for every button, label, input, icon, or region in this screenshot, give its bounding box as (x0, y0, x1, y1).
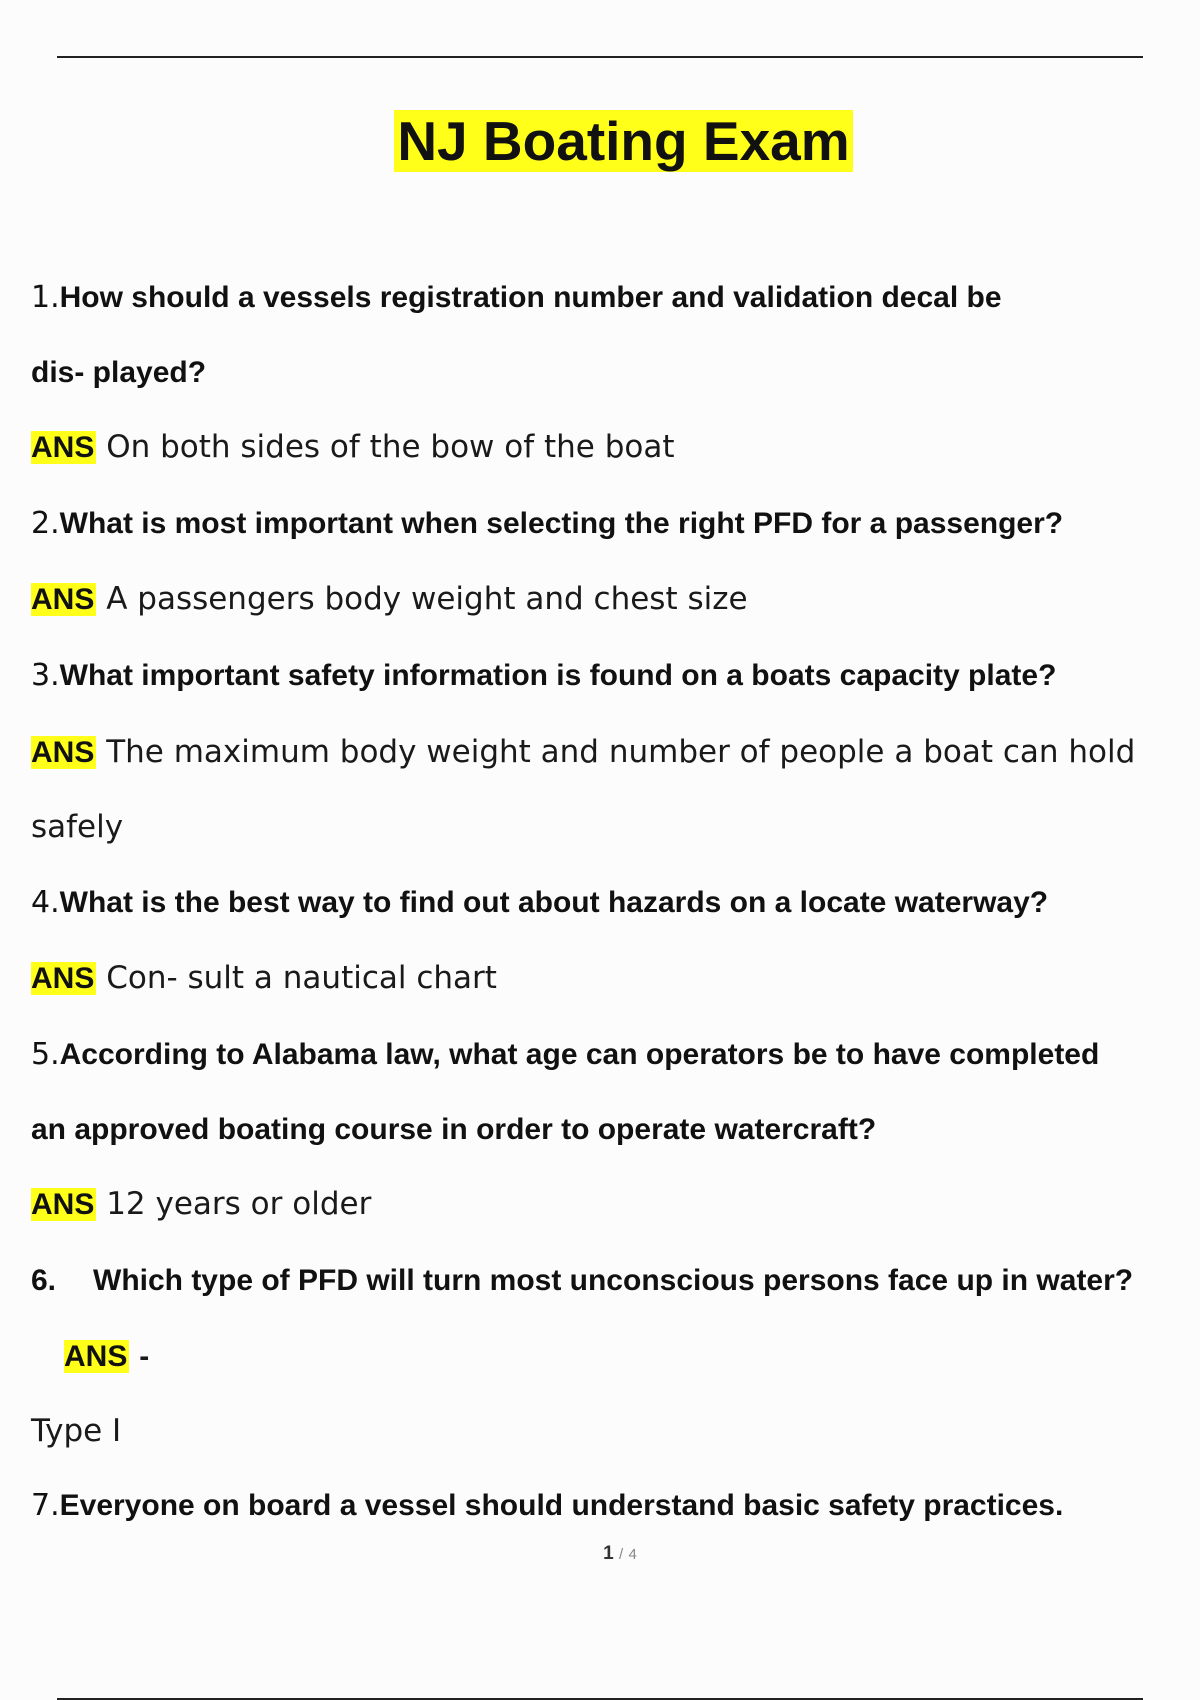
question-7 (31, 1488, 1063, 1524)
question-text: What is the best way to find out about hazards on a locate waterway? (59, 886, 1049, 919)
ans-highlight: ANS (31, 1188, 95, 1221)
total-pages: 4 (628, 1546, 637, 1563)
current-page: 1 (603, 1543, 614, 1564)
answer-4 (31, 959, 497, 998)
question-number: 1. (31, 280, 60, 315)
page-separator: / (619, 1546, 624, 1563)
answer-3-line-2 (31, 808, 123, 846)
answer-3-line-1 (31, 733, 1135, 772)
document-title (0, 109, 1200, 173)
answer-6 (31, 1412, 121, 1450)
question-number: 2. (31, 506, 60, 541)
answer-text: On both sides of the bow of the boat (106, 429, 675, 465)
ans-highlight: ANS (64, 1340, 128, 1373)
top-rule (57, 56, 1143, 58)
answer-text: safely (31, 809, 124, 845)
question-text: Everyone on board a vessel should understand basic safety practices. (59, 1489, 1064, 1522)
question-text: According to Alabama law, what age can operators be to have completed (59, 1038, 1100, 1071)
question-text: How should a vessels registration number and validation decal be (59, 281, 1002, 314)
ans-highlight: ANS (31, 431, 95, 464)
answer-6-tag (64, 1337, 149, 1376)
question-text: an approved boating course in order to operate watercraft? (31, 1113, 877, 1146)
answer-text: A passengers body weight and chest size (106, 581, 748, 617)
ans-dash: - (139, 1340, 150, 1373)
question-number: 3. (31, 658, 60, 693)
page-indicator (0, 1543, 1200, 1565)
ans-highlight: ANS (31, 962, 95, 995)
question-1-line-2 (31, 355, 206, 391)
answer-2 (31, 580, 748, 619)
question-number: 5. (31, 1037, 60, 1072)
question-6 (31, 1263, 1133, 1299)
answer-5 (31, 1185, 371, 1224)
question-number: 7. (31, 1488, 60, 1523)
question-5-line-2 (31, 1112, 876, 1148)
answer-text: Type I (31, 1413, 122, 1449)
question-text: What is most important when selecting the right PFD for a passenger? (59, 507, 1064, 540)
question-number: 4. (31, 885, 60, 920)
question-number: 6. (31, 1264, 57, 1297)
question-3 (31, 658, 1056, 694)
question-4 (31, 885, 1048, 921)
title-text: NJ Boating Exam (394, 110, 852, 172)
ans-highlight: ANS (31, 583, 95, 616)
question-text: What important safety information is found on a boats capacity plate? (59, 659, 1057, 692)
answer-text: Con- sult a nautical chart (106, 960, 497, 996)
question-text: Which type of PFD will turn most unconscious persons face up in water? (93, 1264, 1134, 1297)
question-2 (31, 506, 1063, 542)
answer-text: 12 years or older (106, 1186, 372, 1222)
question-5-line-1 (31, 1037, 1099, 1073)
ans-highlight: ANS (31, 736, 95, 769)
question-text: dis- played? (31, 356, 207, 389)
answer-text: The maximum body weight and number of people a boat can hold (106, 734, 1136, 770)
answer-1 (31, 428, 675, 467)
question-1-line-1 (31, 280, 1002, 316)
